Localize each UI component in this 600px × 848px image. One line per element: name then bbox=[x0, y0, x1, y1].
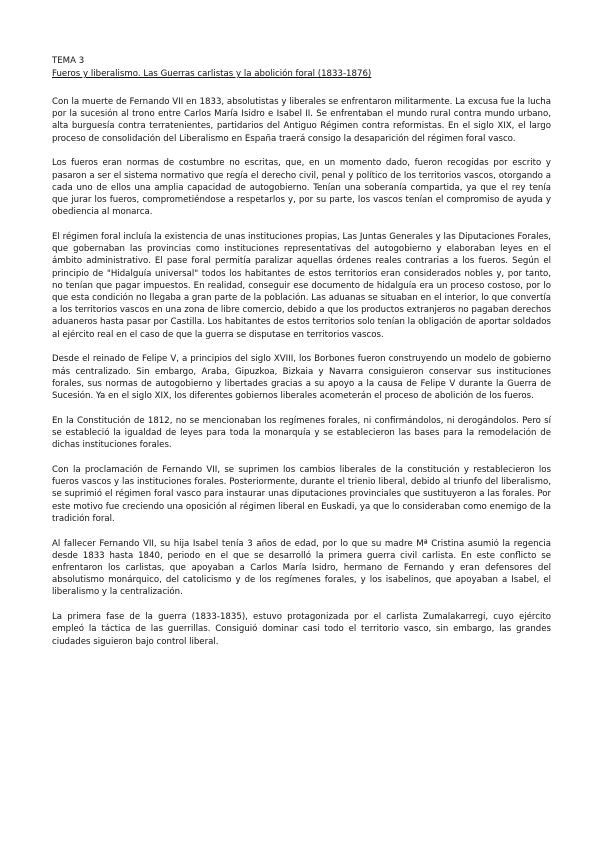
paragraph: Al fallecer Fernando VII, su hija Isabel tenía 3 años de edad, por lo que su madre Mª Cristina asumió la regencia desde 1833 hasta 1840, periodo en el que se desarrolló la primera guerra civil carlista. En este conflicto se enfrentaron los carlistas, que apoyaban a Carlos María Isidro, hermano de Fernando y eran defensores del absolutismo monárquico, del catolicismo y de los regímenes forales, y los isabelinos, que apoyaban a Isabel, el liberalismo y la centralización. bbox=[52, 538, 551, 598]
paragraph: Con la proclamación de Fernando VII, se suprimen los cambios liberales de la constitución y restablecieron los fueros vascos y las instituciones forales. Posteriormente, durante el trienio liberal, debido al triunfo del liberalismo, se suprimió el régimen foral vasco para instaurar unas diputaciones provinciales que sustituyeron a las forales. Por este motivo fue creciendo una oposición al régimen liberal en Euskadi, ya que lo consideraban como enemigo de la tradición foral. bbox=[52, 465, 551, 524]
document-section-label: TEMA 3 bbox=[52, 56, 85, 66]
paragraph: En la Constitución de 1812, no se mencionaban los regímenes forales, ni confirmándolos, ni derogándolos. Pero sí se estableció la igualdad de leyes para toda la monarquía y se establecieron las bases para la remodelación de dichas instituciones forales. bbox=[52, 415, 551, 451]
paragraph: Desde el reinado de Felipe V, a principios del siglo XVIII, los Borbones fueron construyendo un modelo de gobierno más centralizado. Sin embargo, Araba, Gipuzkoa, Bizkaia y Navarra consiguieron conservar sus instituciones forales, sus normas de autogobierno y libertades gracias a su apoyo a la causa de Felipe V durante la Guerra de Sucesión. Ya en el siglo XIX, los diferentes gobiernos liberales acometerán el proceso de abolición de los fueros. bbox=[52, 354, 551, 402]
document-subtitle: Fueros y liberalismo. Las Guerras carlistas y la abolición foral (1833-1876) bbox=[52, 69, 372, 79]
paragraph: El régimen foral incluía la existencia de unas instituciones propias, Las Juntas Generales y las Diputaciones Forales, que gobernaban las provincias como instituciones representativas del autogobierno y elaboraban leyes en el ámbito administrativo. El pase foral permitía paralizar aquellas órdenes reales contrarias a los fueros. Según el principio de "Hidalguía universal" todos los habitantes de estos territorios eran considerados nobles y, por tanto, no tenían que pagar impuestos. En realidad, conseguir ese documento de hidalguía era un proceso costoso, por lo que esta condición no llegaba a gran parte de la población. Las aduanas se situaban en el interior, lo que convertía a los territorios vascos en una zona de libre comercio, debido a que los productos extranjeros no pagaban derechos aduaneros hasta pasar por Castilla. Los habitantes de estos territorios solo tenían la obligación de aportar soldados al ejército real en el caso de que la guerra se disputase en territorios vascos. bbox=[52, 232, 552, 340]
paragraph: Con la muerte de Fernando VII en 1833, absolutistas y liberales se enfrentaron militarmente. La excusa fue la lucha por la sucesión al trono entre Carlos María Isidro e Isabel II. Se enfrentaban el mundo rural contra mundo urbano, alta burguesía contra terratenientes, partidarios del Antiguo Régimen contra reformistas. En el siglo XIX, el largo proceso de consolidación del Liberalismo en España traerá consigo la desaparición del régimen foral vasco. bbox=[52, 97, 551, 144]
document-page bbox=[52, 56, 551, 660]
paragraph: La primera fase de la guerra (1833-1835), estuvo protagonizada por el carlista Zumalakarregi, cuyo ejército empleó la táctica de las guerrillas. Consiguió dominar casi todo el territorio vasco, sin embargo, las grandes ciudades siguieron bajo control liberal. bbox=[52, 612, 551, 647]
paragraph: Los fueros eran normas de costumbre no escritas, que, en un momento dado, fueron recogidas por escrito y pasaron a ser el sistema normativo que regía el derecho civil, penal y político de los territorios vascos, otorgando a cada uno de ellos una amplia capacidad de autogobierno. Tenían una soberanía compartida, ya que el rey tenía que jurar los fueros, comprometiéndose a respetarlos y, por su parte, los vascos tenían el compromiso de ayuda y obediencia al monarca. bbox=[52, 158, 551, 218]
